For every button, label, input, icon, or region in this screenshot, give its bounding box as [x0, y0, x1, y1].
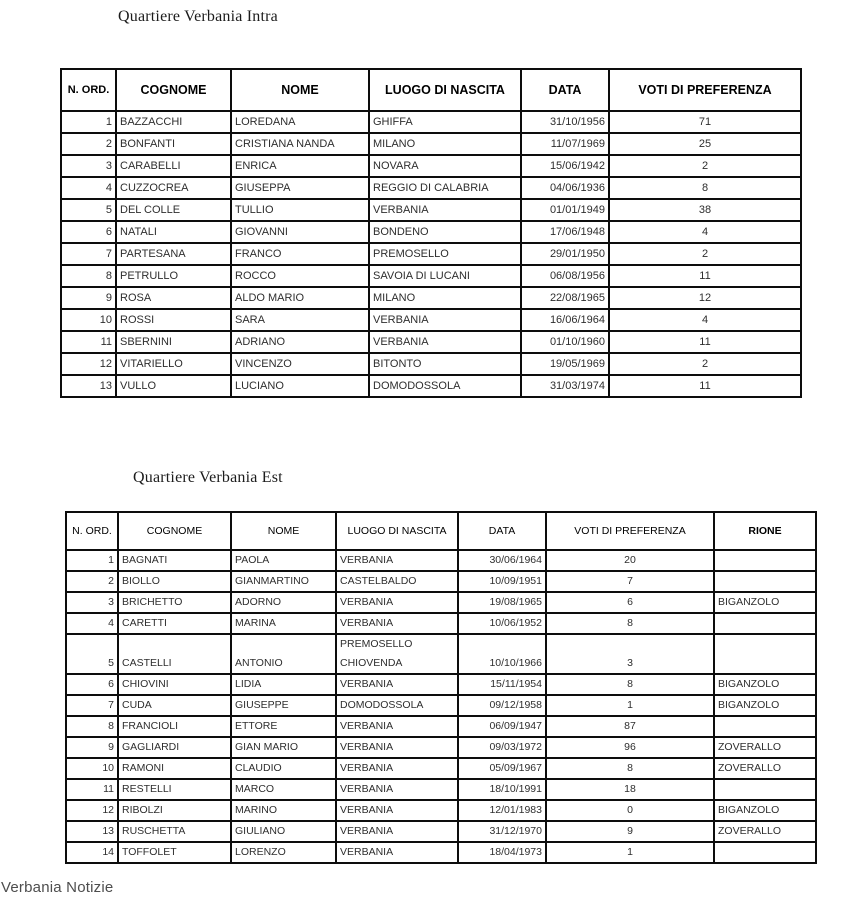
cell-nome: GIAN MARIO: [231, 737, 336, 758]
cell-n-ord: 3: [66, 592, 118, 613]
cell-nome: TULLIO: [231, 199, 369, 221]
cell-rione: BIGANZOLO: [714, 695, 816, 716]
table-row: [61, 199, 801, 221]
table-row: [61, 133, 801, 155]
cell-nome: LIDIA: [231, 674, 336, 695]
cell-data: 22/08/1965: [521, 287, 609, 309]
cell-voti-di-preferenza: 87: [546, 716, 714, 737]
cell-nome: ANTONIO: [231, 634, 336, 674]
table-row: [61, 309, 801, 331]
column-header-n-ord: N. ORD.: [66, 512, 118, 550]
cell-data: 17/06/1948: [521, 221, 609, 243]
cell-luogo-di-nascita: VERBANIA: [369, 309, 521, 331]
cell-luogo-di-nascita: VERBANIA: [369, 331, 521, 353]
cell-luogo-di-nascita: DOMODOSSOLA: [336, 695, 458, 716]
section-title-est: Quartiere Verbania Est: [133, 469, 283, 486]
cell-nome: ROCCO: [231, 265, 369, 287]
cell-n-ord: 7: [66, 695, 118, 716]
cell-rione: BIGANZOLO: [714, 592, 816, 613]
cell-n-ord: 4: [66, 613, 118, 634]
table-body: [61, 111, 801, 397]
cell-n-ord: 10: [66, 758, 118, 779]
cell-luogo-di-nascita: VERBANIA: [336, 613, 458, 634]
cell-nome: GIUSEPPA: [231, 177, 369, 199]
column-header-cognome: COGNOME: [116, 69, 231, 111]
cell-data: 31/10/1956: [521, 111, 609, 133]
table-row: [66, 674, 816, 695]
cell-n-ord: 9: [61, 287, 116, 309]
cell-nome: MARCO: [231, 779, 336, 800]
table-header: [66, 512, 816, 550]
table-row: [61, 331, 801, 353]
cell-n-ord: 12: [66, 800, 118, 821]
cell-n-ord: 6: [66, 674, 118, 695]
table-row: [66, 695, 816, 716]
cell-cognome: PARTESANA: [116, 243, 231, 265]
cell-cognome: CUDA: [118, 695, 231, 716]
cell-voti-di-preferenza: 18: [546, 779, 714, 800]
cell-n-ord: 10: [61, 309, 116, 331]
cell-luogo-di-nascita: MILANO: [369, 287, 521, 309]
cell-n-ord: 5: [66, 634, 118, 674]
cell-luogo-di-nascita: VERBANIA: [336, 821, 458, 842]
cell-cognome: VITARIELLO: [116, 353, 231, 375]
cell-cognome: RESTELLI: [118, 779, 231, 800]
preference-table-intra: [60, 68, 802, 398]
cell-cognome: ROSA: [116, 287, 231, 309]
cell-cognome: RIBOLZI: [118, 800, 231, 821]
cell-nome: GIOVANNI: [231, 221, 369, 243]
cell-data: 04/06/1936: [521, 177, 609, 199]
footer-watermark: Verbania Notizie: [1, 879, 114, 896]
cell-cognome: CARETTI: [118, 613, 231, 634]
table-row: [66, 758, 816, 779]
cell-cognome: BAGNATI: [118, 550, 231, 571]
cell-n-ord: 11: [61, 331, 116, 353]
cell-luogo-di-nascita: REGGIO DI CALABRIA: [369, 177, 521, 199]
column-header-data: DATA: [521, 69, 609, 111]
column-header-nome: NOME: [231, 512, 336, 550]
cell-data: 01/10/1960: [521, 331, 609, 353]
cell-cognome: CHIOVINI: [118, 674, 231, 695]
cell-cognome: BIOLLO: [118, 571, 231, 592]
cell-luogo-di-nascita: NOVARA: [369, 155, 521, 177]
cell-nome: FRANCO: [231, 243, 369, 265]
column-header-n-ord: N. ORD.: [61, 69, 116, 111]
cell-data: 15/06/1942: [521, 155, 609, 177]
table-row: [61, 111, 801, 133]
cell-cognome: GAGLIARDI: [118, 737, 231, 758]
cell-nome: SARA: [231, 309, 369, 331]
cell-nome: MARINA: [231, 613, 336, 634]
cell-luogo-di-nascita: GHIFFA: [369, 111, 521, 133]
cell-n-ord: 2: [61, 133, 116, 155]
cell-n-ord: 2: [66, 571, 118, 592]
cell-n-ord: 1: [61, 111, 116, 133]
table-row: [61, 177, 801, 199]
cell-n-ord: 13: [66, 821, 118, 842]
cell-luogo-di-nascita: VERBANIA: [336, 716, 458, 737]
cell-data: 11/07/1969: [521, 133, 609, 155]
cell-voti-di-preferenza: 71: [609, 111, 801, 133]
cell-luogo-di-nascita: DOMODOSSOLA: [369, 375, 521, 397]
cell-cognome: NATALI: [116, 221, 231, 243]
cell-nome: CRISTIANA NANDA: [231, 133, 369, 155]
cell-data: 12/01/1983: [458, 800, 546, 821]
cell-voti-di-preferenza: 96: [546, 737, 714, 758]
cell-n-ord: 1: [66, 550, 118, 571]
table-row: [61, 353, 801, 375]
cell-nome: ETTORE: [231, 716, 336, 737]
cell-voti-di-preferenza: 11: [609, 331, 801, 353]
cell-cognome: ROSSI: [116, 309, 231, 331]
cell-luogo-di-nascita: BITONTO: [369, 353, 521, 375]
cell-cognome: BAZZACCHI: [116, 111, 231, 133]
table-row: [66, 571, 816, 592]
cell-voti-di-preferenza: 20: [546, 550, 714, 571]
cell-luogo-di-nascita: VERBANIA: [369, 199, 521, 221]
cell-data: 01/01/1949: [521, 199, 609, 221]
table-row: [66, 821, 816, 842]
cell-n-ord: 4: [61, 177, 116, 199]
cell-cognome: BRICHETTO: [118, 592, 231, 613]
cell-voti-di-preferenza: 8: [546, 674, 714, 695]
cell-cognome: PETRULLO: [116, 265, 231, 287]
column-header-voti-di-preferenza: VOTI DI PREFERENZA: [546, 512, 714, 550]
cell-data: 29/01/1950: [521, 243, 609, 265]
cell-cognome: BONFANTI: [116, 133, 231, 155]
table-row: [66, 716, 816, 737]
cell-nome: LUCIANO: [231, 375, 369, 397]
cell-n-ord: 13: [61, 375, 116, 397]
cell-n-ord: 8: [61, 265, 116, 287]
table-row: [61, 155, 801, 177]
cell-cognome: RAMONI: [118, 758, 231, 779]
cell-cognome: DEL COLLE: [116, 199, 231, 221]
cell-cognome: VULLO: [116, 375, 231, 397]
cell-voti-di-preferenza: 0: [546, 800, 714, 821]
cell-data: 19/05/1969: [521, 353, 609, 375]
cell-rione: [714, 716, 816, 737]
cell-luogo-di-nascita: VERBANIA: [336, 800, 458, 821]
cell-rione: [714, 550, 816, 571]
cell-voti-di-preferenza: 11: [609, 265, 801, 287]
cell-rione: ZOVERALLO: [714, 821, 816, 842]
cell-nome: ALDO MARIO: [231, 287, 369, 309]
cell-n-ord: 9: [66, 737, 118, 758]
cell-data: 18/04/1973: [458, 842, 546, 863]
cell-rione: [714, 842, 816, 863]
cell-n-ord: 12: [61, 353, 116, 375]
table-row: [61, 221, 801, 243]
cell-voti-di-preferenza: 2: [609, 243, 801, 265]
section-title-intra: Quartiere Verbania Intra: [118, 8, 278, 25]
cell-voti-di-preferenza: 8: [609, 177, 801, 199]
cell-nome: LORENZO: [231, 842, 336, 863]
cell-voti-di-preferenza: 9: [546, 821, 714, 842]
cell-rione: BIGANZOLO: [714, 800, 816, 821]
table-row: [61, 265, 801, 287]
table-row: [61, 287, 801, 309]
cell-rione: [714, 634, 816, 674]
cell-voti-di-preferenza: 11: [609, 375, 801, 397]
cell-rione: ZOVERALLO: [714, 737, 816, 758]
cell-rione: BIGANZOLO: [714, 674, 816, 695]
cell-voti-di-preferenza: 1: [546, 842, 714, 863]
cell-rione: [714, 613, 816, 634]
cell-data: 06/09/1947: [458, 716, 546, 737]
cell-voti-di-preferenza: 1: [546, 695, 714, 716]
cell-n-ord: 14: [66, 842, 118, 863]
cell-data: 06/08/1956: [521, 265, 609, 287]
cell-data: 30/06/1964: [458, 550, 546, 571]
column-header-voti-di-preferenza: VOTI DI PREFERENZA: [609, 69, 801, 111]
preference-table-est: [65, 511, 817, 864]
cell-rione: [714, 779, 816, 800]
cell-data: 05/09/1967: [458, 758, 546, 779]
cell-n-ord: 7: [61, 243, 116, 265]
cell-luogo-di-nascita: BONDENO: [369, 221, 521, 243]
cell-nome: LOREDANA: [231, 111, 369, 133]
cell-data: 09/12/1958: [458, 695, 546, 716]
cell-cognome: TOFFOLET: [118, 842, 231, 863]
cell-voti-di-preferenza: 8: [546, 613, 714, 634]
cell-n-ord: 8: [66, 716, 118, 737]
column-header-luogo-di-nascita: LUOGO DI NASCITA: [336, 512, 458, 550]
cell-voti-di-preferenza: 38: [609, 199, 801, 221]
cell-nome: CLAUDIO: [231, 758, 336, 779]
cell-data: 18/10/1991: [458, 779, 546, 800]
table-row: [66, 613, 816, 634]
table-row: [61, 243, 801, 265]
cell-data: 10/09/1951: [458, 571, 546, 592]
cell-data: 10/06/1952: [458, 613, 546, 634]
cell-cognome: FRANCIOLI: [118, 716, 231, 737]
table-row: [61, 375, 801, 397]
cell-luogo-di-nascita: PREMOSELLO CHIOVENDA: [336, 634, 458, 674]
cell-voti-di-preferenza: 2: [609, 353, 801, 375]
table-row: [66, 842, 816, 863]
cell-luogo-di-nascita: VERBANIA: [336, 758, 458, 779]
column-header-rione: RIONE: [714, 512, 816, 550]
cell-luogo-di-nascita: MILANO: [369, 133, 521, 155]
table-header: [61, 69, 801, 111]
column-header-data: DATA: [458, 512, 546, 550]
cell-voti-di-preferenza: 25: [609, 133, 801, 155]
cell-voti-di-preferenza: 2: [609, 155, 801, 177]
cell-n-ord: 11: [66, 779, 118, 800]
cell-luogo-di-nascita: VERBANIA: [336, 674, 458, 695]
cell-data: 10/10/1966: [458, 634, 546, 674]
cell-nome: GIUSEPPE: [231, 695, 336, 716]
table-row: [66, 634, 816, 674]
cell-cognome: CARABELLI: [116, 155, 231, 177]
column-header-luogo-di-nascita: LUOGO DI NASCITA: [369, 69, 521, 111]
column-header-nome: NOME: [231, 69, 369, 111]
table-row: [66, 592, 816, 613]
cell-data: 16/06/1964: [521, 309, 609, 331]
cell-voti-di-preferenza: 6: [546, 592, 714, 613]
cell-cognome: CUZZOCREA: [116, 177, 231, 199]
cell-luogo-di-nascita: VERBANIA: [336, 842, 458, 863]
cell-voti-di-preferenza: 4: [609, 221, 801, 243]
cell-data: 31/12/1970: [458, 821, 546, 842]
cell-luogo-di-nascita: PREMOSELLO: [369, 243, 521, 265]
cell-nome: ADRIANO: [231, 331, 369, 353]
cell-n-ord: 3: [61, 155, 116, 177]
cell-nome: PAOLA: [231, 550, 336, 571]
cell-nome: ENRICA: [231, 155, 369, 177]
cell-data: 19/08/1965: [458, 592, 546, 613]
cell-n-ord: 5: [61, 199, 116, 221]
cell-data: 15/11/1954: [458, 674, 546, 695]
cell-nome: GIULIANO: [231, 821, 336, 842]
table-row: [66, 550, 816, 571]
cell-nome: GIANMARTINO: [231, 571, 336, 592]
cell-data: 09/03/1972: [458, 737, 546, 758]
cell-voti-di-preferenza: 7: [546, 571, 714, 592]
cell-cognome: CASTELLI: [118, 634, 231, 674]
cell-luogo-di-nascita: VERBANIA: [336, 737, 458, 758]
table-row: [66, 737, 816, 758]
cell-nome: ADORNO: [231, 592, 336, 613]
cell-voti-di-preferenza: 12: [609, 287, 801, 309]
cell-nome: MARINO: [231, 800, 336, 821]
cell-luogo-di-nascita: VERBANIA: [336, 779, 458, 800]
cell-rione: [714, 571, 816, 592]
cell-voti-di-preferenza: 3: [546, 634, 714, 674]
cell-cognome: RUSCHETTA: [118, 821, 231, 842]
cell-voti-di-preferenza: 4: [609, 309, 801, 331]
cell-data: 31/03/1974: [521, 375, 609, 397]
cell-luogo-di-nascita: CASTELBALDO: [336, 571, 458, 592]
table-body: [66, 550, 816, 863]
cell-voti-di-preferenza: 8: [546, 758, 714, 779]
cell-luogo-di-nascita: SAVOIA DI LUCANI: [369, 265, 521, 287]
cell-luogo-di-nascita: VERBANIA: [336, 550, 458, 571]
table-row: [66, 779, 816, 800]
cell-rione: ZOVERALLO: [714, 758, 816, 779]
table-row: [66, 800, 816, 821]
cell-cognome: SBERNINI: [116, 331, 231, 353]
cell-luogo-di-nascita: VERBANIA: [336, 592, 458, 613]
cell-n-ord: 6: [61, 221, 116, 243]
column-header-cognome: COGNOME: [118, 512, 231, 550]
cell-nome: VINCENZO: [231, 353, 369, 375]
